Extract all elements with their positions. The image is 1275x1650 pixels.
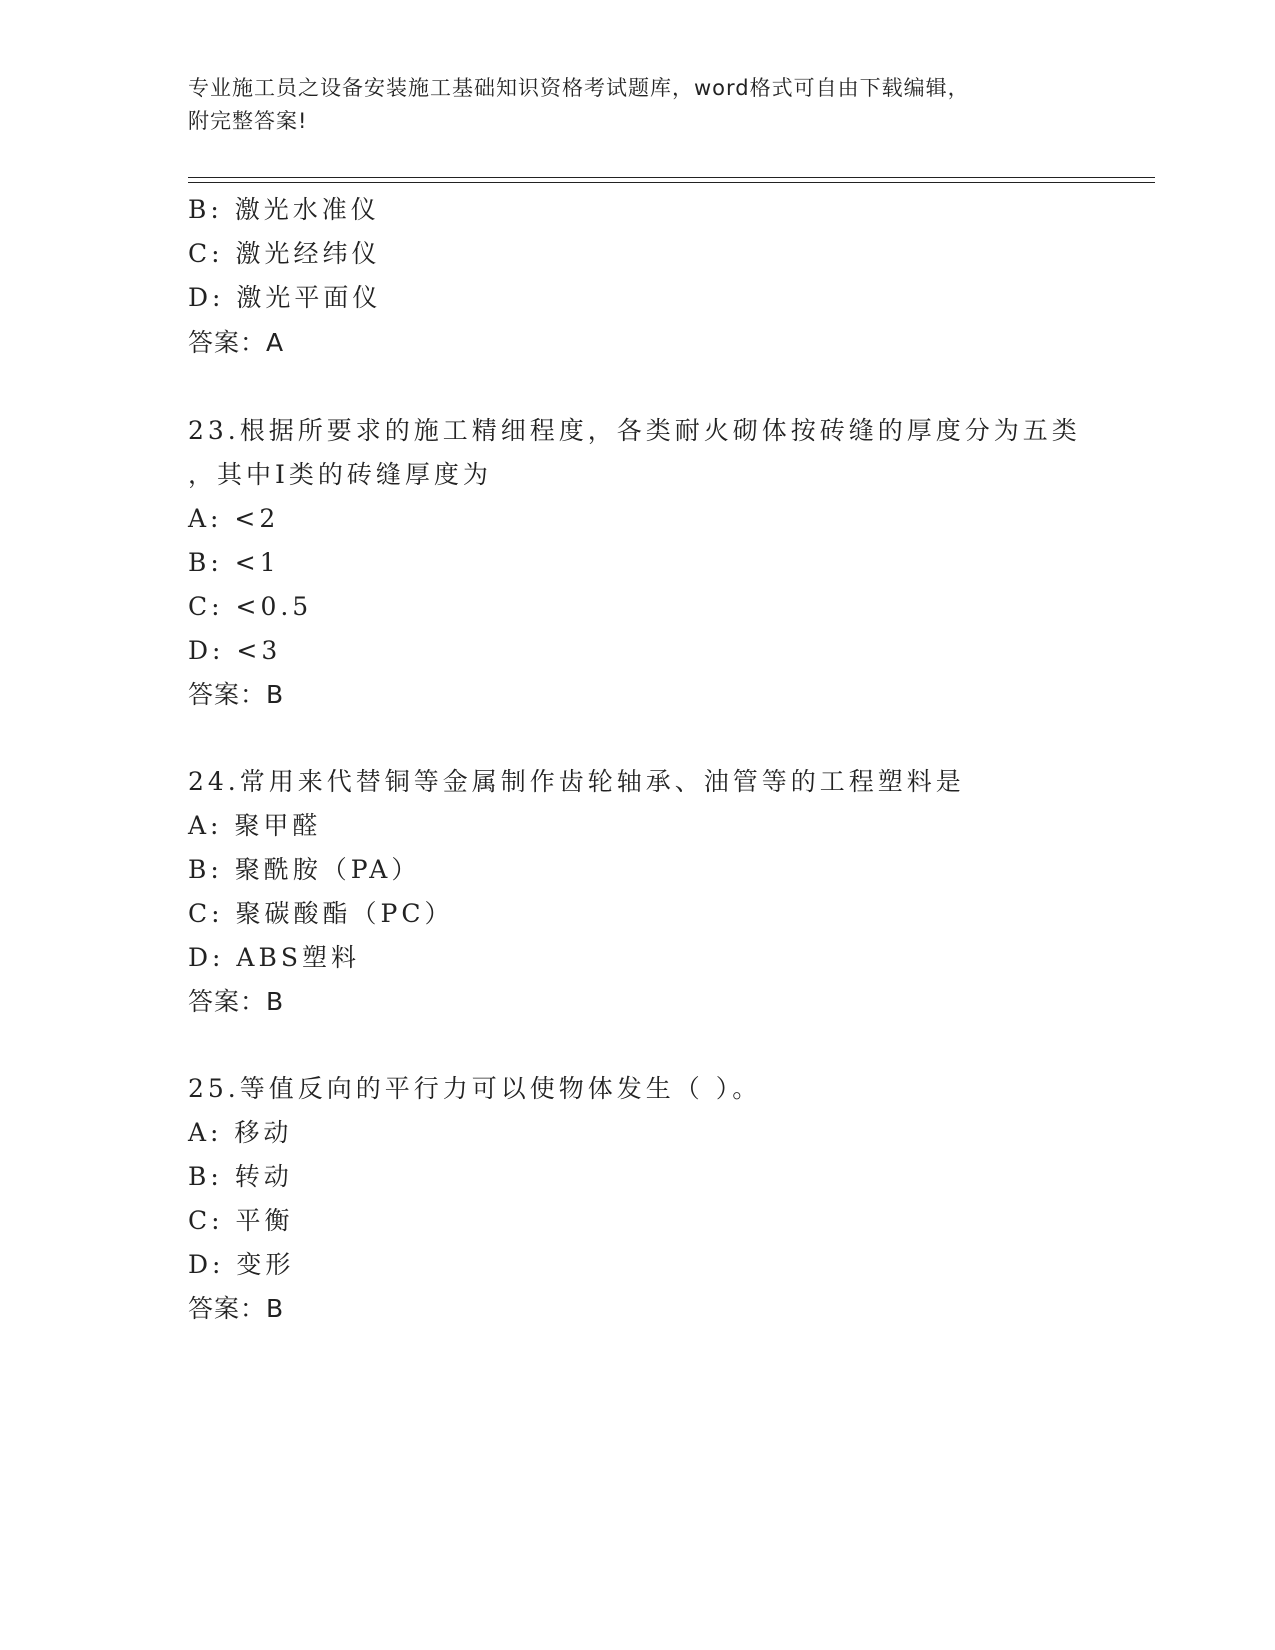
document-header xyxy=(188,72,1068,138)
answer-line: 答案：B xyxy=(188,987,285,1016)
option-b: B: 聚酰胺（PA） xyxy=(188,855,421,884)
option-b: B: <1 xyxy=(188,548,280,577)
option-d: D: 变形 xyxy=(188,1250,295,1279)
question-text-line-1: 25.等值反向的平行力可以使物体发生（ ）。 xyxy=(188,1074,762,1103)
option-d: D: <3 xyxy=(188,636,282,665)
header-divider-top xyxy=(188,177,1155,178)
question-text-line-1: 24.常用来代替铜等金属制作齿轮轴承、油管等的工程塑料是 xyxy=(188,767,965,796)
option-b: B: 激光水准仪 xyxy=(188,195,380,224)
option-a: A: 聚甲醛 xyxy=(188,811,322,840)
option-b: B: 转动 xyxy=(188,1162,293,1191)
answer-line: 答案：B xyxy=(188,1294,285,1323)
header-divider-bottom xyxy=(188,182,1155,183)
answer-line: 答案：B xyxy=(188,680,285,709)
question-text-line-2: ，其中Ⅰ类的砖缝厚度为 xyxy=(188,460,492,489)
option-c: C: 平衡 xyxy=(188,1206,294,1235)
option-a: A: <2 xyxy=(188,504,280,533)
header-title-line-2: 附完整答案! xyxy=(188,109,308,133)
option-d: D: 激光平面仪 xyxy=(188,283,382,312)
option-c: C: 聚碳酸酯（PC） xyxy=(188,899,454,928)
question-text-line-1: 23.根据所要求的施工精细程度，各类耐火砌体按砖缝的厚度分为五类 xyxy=(188,416,1081,445)
option-c: C: 激光经纬仪 xyxy=(188,239,381,268)
option-c: C: <0.5 xyxy=(188,592,313,621)
option-a: A: 移动 xyxy=(188,1118,293,1147)
option-d: D: ABS塑料 xyxy=(188,943,360,972)
header-title-line-1: 专业施工员之设备安装施工基础知识资格考试题库，word格式可自由下载编辑， xyxy=(188,76,970,100)
answer-line: 答案：A xyxy=(188,328,285,357)
